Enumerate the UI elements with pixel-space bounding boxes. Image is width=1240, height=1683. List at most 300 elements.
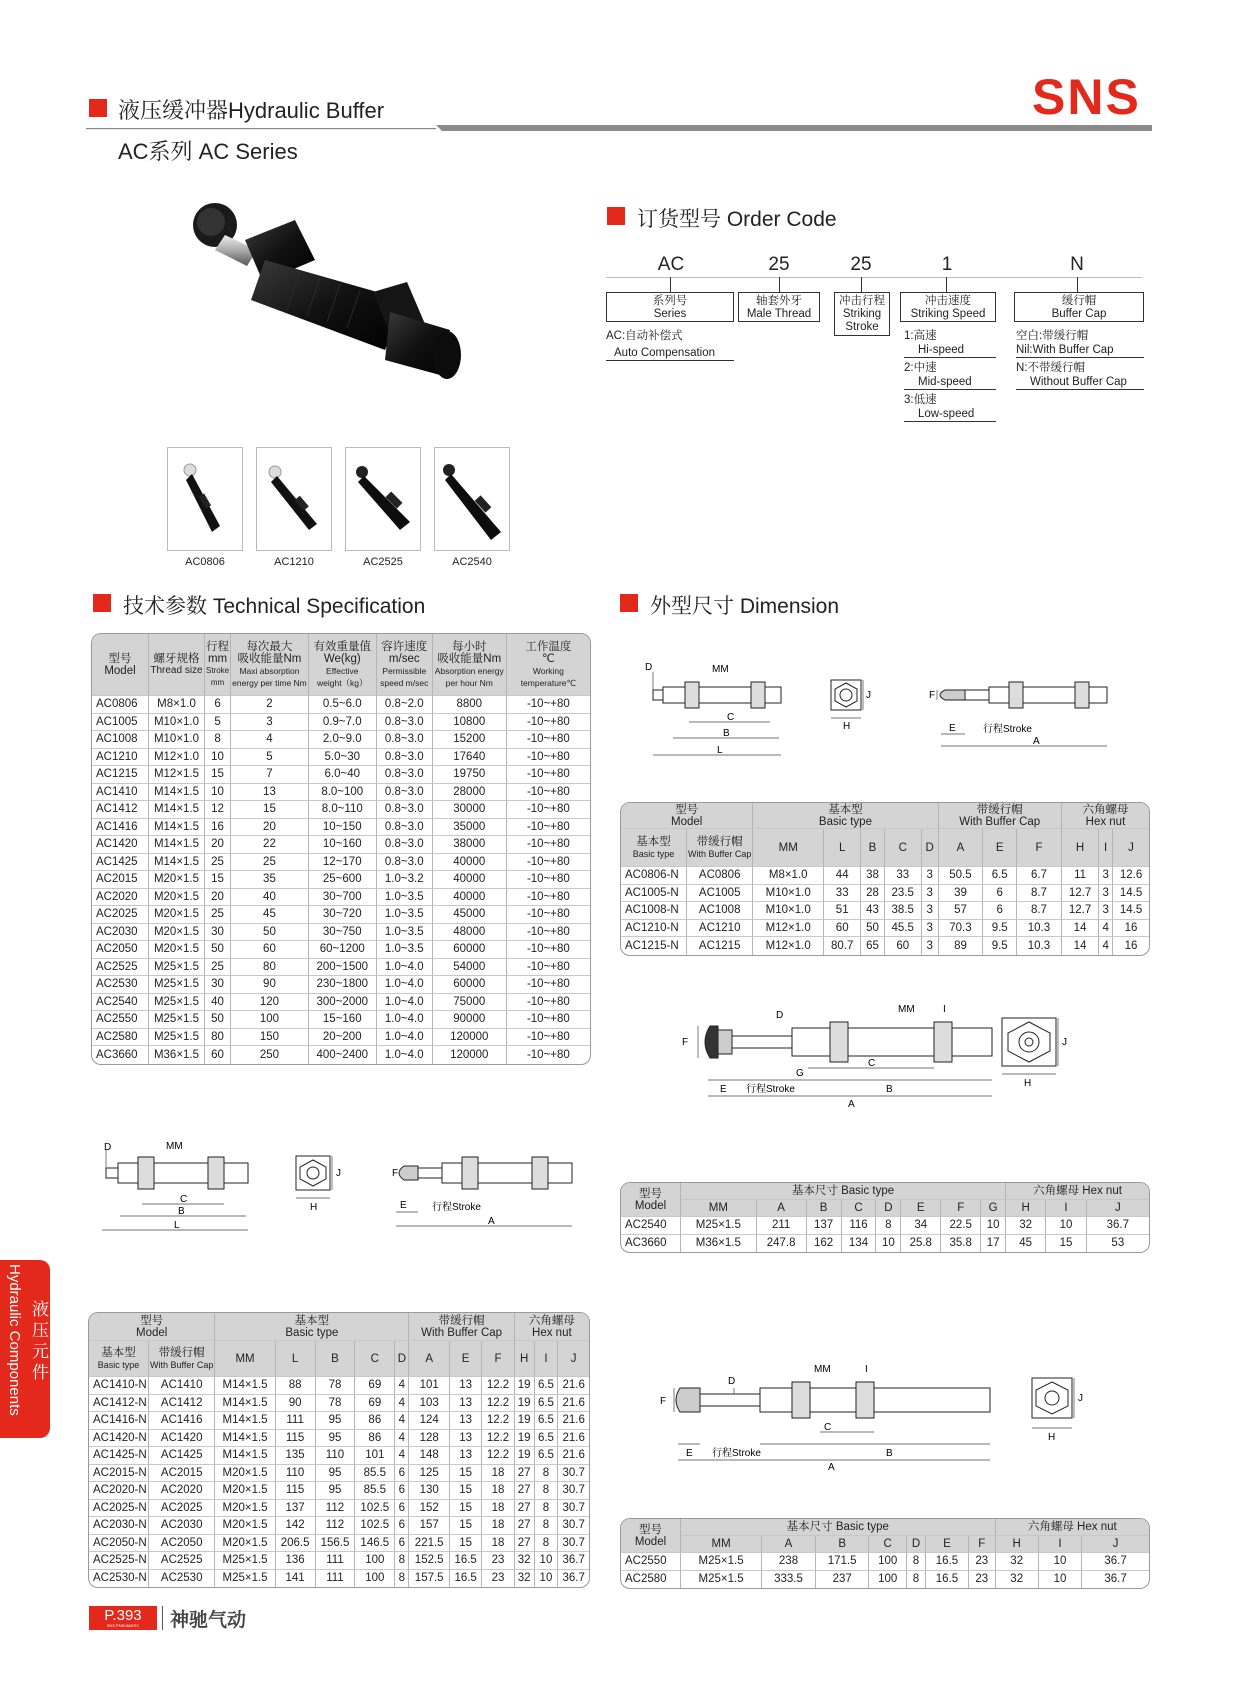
table-cell: 152 (409, 1500, 450, 1518)
table-cell: AC1425-N (89, 1447, 149, 1465)
table-cell: AC1425 (149, 1447, 215, 1465)
table-cell: 30~700 (309, 889, 377, 907)
table-cell: 3 (1099, 902, 1113, 920)
table-cell: 136 (276, 1552, 316, 1570)
table-row (92, 696, 590, 714)
table-cell: 4 (231, 731, 309, 749)
table-cell: M36×1.5 (149, 1046, 205, 1064)
table-cell: 0.8~3.0 (377, 836, 433, 854)
table-cell: 25~600 (309, 871, 377, 889)
table-row (89, 1570, 589, 1588)
table-cell: 50 (231, 924, 309, 942)
table-cell: 156.5 (316, 1535, 356, 1553)
table-cell: 16 (205, 819, 231, 837)
table-cell: 1.0~3.5 (377, 889, 433, 907)
table-cell: M14×1.5 (215, 1430, 275, 1448)
table-cell: 120 (231, 994, 309, 1012)
table-cell: -10~+80 (526, 1048, 570, 1061)
header-rule (86, 125, 1152, 135)
cap-notes: 空白:带缓行帽 Nil:With Buffer Cap N:不带缓行帽 Without Buffer Cap (1016, 329, 1144, 390)
table-cell: 137 (807, 1217, 842, 1235)
table-row (92, 906, 590, 924)
column-header: A (409, 1341, 450, 1377)
table-cell: 110 (276, 1465, 316, 1483)
table-cell: 8.7 (1017, 885, 1062, 903)
column-header: B (316, 1341, 356, 1377)
table-cell: 8.7 (1017, 902, 1062, 920)
table-cell: 23 (482, 1570, 514, 1588)
table-cell: 12.2 (482, 1377, 514, 1395)
column-header: C (842, 1200, 877, 1217)
table-cell: AC2015 (92, 871, 149, 889)
table-cell: 101 (409, 1377, 450, 1395)
svg-text:行程Stroke: 行程Stroke (432, 1202, 481, 1213)
table-cell: 16.5 (450, 1570, 482, 1588)
footer-brand: 神驰气动 (170, 1610, 247, 1631)
table-cell: 36.7 (1104, 1573, 1127, 1586)
table-row (621, 1553, 1149, 1571)
table-cell: 8 (907, 1553, 926, 1571)
table-cell: -10~+80 (507, 1029, 590, 1047)
table-cell: 30 (205, 976, 231, 994)
table-cell: 10 (205, 784, 231, 802)
table-row (92, 924, 590, 942)
table-cell: AC1416-N (89, 1412, 149, 1430)
table-cell: 11 (1062, 867, 1099, 885)
table-cell: M10×1.0 (149, 714, 205, 732)
table-cell: 85.5 (355, 1465, 395, 1483)
table-cell: 30000 (433, 801, 507, 819)
table-row (621, 885, 1149, 903)
table-cell: 13 (450, 1377, 482, 1395)
table-cell: 4 (395, 1377, 409, 1395)
table-cell: 32 (1006, 1217, 1046, 1235)
table-cell: 12.2 (482, 1412, 514, 1430)
table-cell: 19 (515, 1412, 535, 1430)
table-row (621, 1571, 1149, 1589)
table-cell: 19750 (433, 766, 507, 784)
table-cell: AC2530 (92, 976, 149, 994)
table-cell: 25 (231, 854, 309, 872)
column-header: MM (681, 1536, 762, 1553)
page-title: 液压缓冲器Hydraulic Buffer (118, 98, 385, 123)
table-cell: 32 (515, 1552, 535, 1570)
table-cell: 50 (205, 941, 231, 959)
table-cell: AC1420 (149, 1430, 215, 1448)
svg-text:L: L (717, 745, 723, 756)
dimension-table-1: 型号 Model 基本型 Basic type 带缓行帽 With Buffer Cap 六角螺母 Hex nut 基本型 Basic type 带缓行帽 With Buffer Cap MM L B C D A E F H I J AC0806-N AC0806 M8×1.0 44 38 33 3 50.5 6.5 6.7 11 3 12.6 AC1005-N AC1005 M10×1.0 33 28 23.5 3 39 6 8.7 12.7 3 14.5 AC1008-N AC1008 M10×1.0 51 43 38.5 3 57 6 8.7 12.7 3 14.5 AC1210-N AC1210 M12×1.0 60 50 45.5 3 70.3 9.5 10.3 14 4 16 AC1215-N AC1215 M12×1.0 80.7 65 60 3 89 9.5 10.3 14 4 16 (620, 802, 1150, 956)
table-row (89, 1412, 589, 1430)
table-cell: 3 (922, 885, 939, 903)
table-cell: 125 (409, 1465, 450, 1483)
column-header: E (926, 1536, 969, 1553)
table-cell: M14×1.5 (149, 819, 205, 837)
code-series: AC (657, 254, 685, 275)
table-cell: 60 (885, 937, 922, 955)
table-cell: 40000 (433, 871, 507, 889)
table-row (92, 1011, 590, 1029)
code-cap: N (1070, 254, 1084, 275)
table-cell: 95 (316, 1482, 356, 1500)
table-cell: 14 (1062, 920, 1099, 938)
table-cell: -10~+80 (507, 766, 590, 784)
table-cell: 69 (355, 1377, 395, 1395)
table-cell: M10×1.0 (149, 731, 205, 749)
table-cell: 80 (205, 1029, 231, 1047)
table-cell: 18 (482, 1517, 514, 1535)
table-cell: M25×1.5 (149, 1029, 205, 1047)
table-cell: 200~1500 (309, 959, 377, 977)
table-cell: 33 (885, 867, 922, 885)
svg-text:J: J (336, 1168, 341, 1179)
table-cell: AC1412-N (89, 1395, 149, 1413)
table-cell: AC2540 (92, 994, 149, 1012)
table-cell: 0.8~3.0 (377, 749, 433, 767)
table-cell: -10~+80 (507, 976, 590, 994)
table-cell: 78 (316, 1395, 356, 1413)
table-cell: 27 (515, 1500, 535, 1518)
column-header: B (807, 1200, 842, 1217)
table-cell: AC0806 (92, 696, 149, 714)
table-cell: AC2025 (149, 1500, 215, 1518)
table-cell: 0.8~3.0 (377, 766, 433, 784)
table-cell: 2 (231, 696, 309, 714)
table-cell: 18 (482, 1535, 514, 1553)
table-cell: M20×1.5 (149, 906, 205, 924)
table-cell: 2.0~9.0 (309, 731, 377, 749)
table-cell: 23 (482, 1552, 514, 1570)
table-cell: 10 (205, 749, 231, 767)
table-cell: 10 (876, 1235, 901, 1253)
table-cell: 8.0~100 (309, 784, 377, 802)
column-header: D (395, 1341, 409, 1377)
table-row (89, 1482, 589, 1500)
table-cell: M12×1.0 (149, 749, 205, 767)
table-row (92, 994, 590, 1012)
column-header: B (861, 829, 884, 867)
table-cell: 60000 (433, 941, 507, 959)
table-cell: 10~150 (309, 819, 377, 837)
svg-text:G: G (796, 1068, 804, 1079)
table-cell: 16 (1113, 920, 1149, 938)
table-cell: 238 (762, 1553, 816, 1571)
table-cell: -10~+80 (507, 959, 590, 977)
table-cell: 247.8 (757, 1235, 807, 1253)
svg-text:F: F (660, 1396, 667, 1407)
table-cell: AC1008 (687, 902, 753, 920)
table-cell: 27 (515, 1465, 535, 1483)
table-cell: 3 (922, 920, 939, 938)
table-cell: 101 (355, 1447, 395, 1465)
table-cell: 0.8~3.0 (377, 784, 433, 802)
table-cell: 15 (205, 871, 231, 889)
table-cell: 65 (861, 937, 884, 955)
table-cell: 19 (515, 1377, 535, 1395)
table-cell: 142 (276, 1517, 316, 1535)
table-cell: 36.7 (562, 1572, 585, 1585)
table-cell: 23 (969, 1571, 996, 1589)
table-cell: 18 (482, 1465, 514, 1483)
table-cell: AC2550 (92, 1011, 149, 1029)
table-row (621, 902, 1149, 920)
table-row (92, 976, 590, 994)
table-cell: 17640 (433, 749, 507, 767)
column-header: E (983, 829, 1017, 867)
table-row (621, 1217, 1149, 1235)
table-cell: M20×1.5 (149, 889, 205, 907)
table-cell: -10~+80 (507, 749, 590, 767)
svg-text:行程Stroke: 行程Stroke (746, 1084, 795, 1095)
table-cell: 25.8 (901, 1235, 941, 1253)
table-cell: 1.0~3.5 (377, 924, 433, 942)
column-header: MM (681, 1200, 757, 1217)
table-cell: AC1215 (687, 937, 753, 955)
photo-caption-2: AC1210 (274, 556, 314, 568)
table-cell: 19 (515, 1447, 535, 1465)
table-cell: 38.5 (885, 902, 922, 920)
table-cell: AC2530 (149, 1570, 215, 1588)
table-cell: 3 (231, 714, 309, 732)
table-cell: M20×1.5 (215, 1500, 275, 1518)
dimension-table-3: 型号 Model 基本尺寸 Basic type 六角螺母 Hex nut MM A B C D E F G H I J AC2540 M25×1.5 211 137 116 8 34 22.5 10 32 10 36.7 AC3660 M36×1.5 247.8 162 134 10 25.8 35.8 17 45 15 53 (620, 1182, 1150, 1253)
table-cell: 10 (535, 1552, 559, 1570)
table-cell: 1.0~3.5 (377, 906, 433, 924)
table-cell: 32 (996, 1571, 1039, 1589)
table-cell: AC1412 (92, 801, 149, 819)
table-cell: M12×1.0 (753, 920, 824, 938)
table-cell: 15 (231, 801, 309, 819)
table-cell: AC2580 (92, 1029, 149, 1047)
photo-caption-3: AC2525 (363, 556, 403, 568)
table-cell: AC2030 (149, 1517, 215, 1535)
table-cell: 171.5 (816, 1553, 870, 1571)
order-code-marker (607, 207, 625, 225)
table-cell: 35000 (433, 819, 507, 837)
table-row (92, 731, 590, 749)
table-cell: 100 (355, 1552, 395, 1570)
table-row (89, 1377, 589, 1395)
table-cell: -10~+80 (507, 1011, 590, 1029)
svg-text:F: F (392, 1168, 399, 1179)
table-cell: 21.6 (558, 1447, 589, 1465)
table-cell: 100 (355, 1570, 395, 1588)
table-cell: 19 (515, 1395, 535, 1413)
table-cell: 141 (276, 1570, 316, 1588)
table-row (92, 714, 590, 732)
table-cell: AC1416 (92, 819, 149, 837)
table-cell: 128 (409, 1430, 450, 1448)
table-cell: 1.0~4.0 (377, 1046, 433, 1064)
table-cell: 95 (316, 1430, 356, 1448)
table-cell: 150 (231, 1029, 309, 1047)
column-header: H (515, 1341, 535, 1377)
table-cell: 20 (231, 819, 309, 837)
table-cell: 115 (276, 1430, 316, 1448)
table-cell: 6 (395, 1465, 409, 1483)
table-cell: AC1008 (92, 731, 149, 749)
column-header: J (1113, 829, 1149, 867)
column-header: MM (753, 829, 824, 867)
table-cell: 15 (450, 1465, 482, 1483)
svg-text:H: H (843, 721, 851, 732)
table-cell: M20×1.5 (215, 1517, 275, 1535)
photo-ac2525 (345, 447, 421, 551)
table-cell: AC1210 (92, 749, 149, 767)
table-cell: AC2020 (149, 1482, 215, 1500)
table-cell: 4 (1099, 920, 1113, 938)
table-row (89, 1447, 589, 1465)
table-cell: 35.8 (941, 1235, 981, 1253)
svg-text:J: J (1078, 1393, 1083, 1404)
table-cell: M20×1.5 (149, 924, 205, 942)
column-header: A (939, 829, 984, 867)
table-cell: 110 (316, 1447, 356, 1465)
svg-text:J: J (1062, 1037, 1067, 1048)
table-cell: 16.5 (926, 1553, 969, 1571)
table-cell: M25×1.5 (215, 1552, 275, 1570)
order-code-heading: 订货型号 Order Code (637, 208, 837, 231)
table-cell: 44 (824, 867, 861, 885)
table-cell: 60000 (433, 976, 507, 994)
table-cell: 6.5 (535, 1395, 559, 1413)
side-tab-en: Hydraulic Components (6, 1264, 23, 1416)
table-cell: 10 (981, 1217, 1006, 1235)
table-cell: 15200 (433, 731, 507, 749)
table-row (621, 1235, 1149, 1253)
drawing-large-series (680, 1000, 1080, 1110)
svg-text:H: H (1024, 1078, 1032, 1089)
table-cell: 40000 (433, 854, 507, 872)
box-thread: 轴套外牙 Male Thread (738, 292, 820, 322)
table-cell: 50 (205, 1011, 231, 1029)
table-cell: 89 (939, 937, 984, 955)
table-cell: 28000 (433, 784, 507, 802)
table-cell: 1.0~3.2 (377, 871, 433, 889)
table-cell: 20 (205, 889, 231, 907)
table-cell: 45000 (433, 906, 507, 924)
table-cell: 4 (395, 1447, 409, 1465)
table-cell: 30~750 (309, 924, 377, 942)
table-cell: 6 (395, 1482, 409, 1500)
svg-text:C: C (180, 1194, 188, 1205)
table-cell: 25 (205, 906, 231, 924)
table-cell: 20 (205, 836, 231, 854)
table-cell: 9.5 (983, 920, 1017, 938)
table-cell: M25×1.5 (149, 994, 205, 1012)
table-cell: 250 (231, 1046, 309, 1064)
table-cell: 206.5 (276, 1535, 316, 1553)
table-cell: 21.6 (558, 1412, 589, 1430)
table-cell: AC2050-N (89, 1535, 149, 1553)
table-cell: 5 (231, 749, 309, 767)
table-cell: 39 (939, 885, 984, 903)
table-cell: -10~+80 (507, 906, 590, 924)
table-cell: 157 (409, 1517, 450, 1535)
table-cell: 12.2 (482, 1447, 514, 1465)
table-cell: 100 (869, 1553, 906, 1571)
column-header: E (450, 1341, 482, 1377)
table-cell: 8 (535, 1517, 559, 1535)
table-cell: AC3660 (92, 1046, 149, 1064)
code-stroke: 25 (850, 254, 872, 275)
table-cell: 21.6 (558, 1377, 589, 1395)
table-cell: 23.5 (885, 885, 922, 903)
table-cell: 30~720 (309, 906, 377, 924)
table-cell: M25×1.5 (681, 1217, 757, 1235)
box-stroke: 冲击行程 Striking Stroke (834, 292, 890, 336)
column-header: L (824, 829, 861, 867)
svg-text:E: E (400, 1200, 407, 1211)
table-row (89, 1535, 589, 1553)
table-cell: 3 (1099, 867, 1113, 885)
table-cell: -10~+80 (507, 994, 590, 1012)
table-cell: 230~1800 (309, 976, 377, 994)
table-cell: -10~+80 (507, 819, 590, 837)
table-cell: 45.5 (885, 920, 922, 938)
table-cell: M14×1.5 (215, 1377, 275, 1395)
table-cell: M25×1.5 (215, 1570, 275, 1588)
svg-text:E: E (720, 1084, 727, 1095)
table-cell: AC2025 (92, 906, 149, 924)
table-cell: M14×1.5 (215, 1395, 275, 1413)
table-cell: 53 (1111, 1237, 1125, 1250)
table-cell: 95 (316, 1465, 356, 1483)
table-cell: 10.3 (1017, 920, 1062, 938)
table-cell: AC2550 (621, 1553, 681, 1571)
table-cell: 30.7 (558, 1535, 589, 1553)
table-cell: 0.9~7.0 (309, 714, 377, 732)
table-cell: 100 (869, 1571, 906, 1589)
table-cell: AC2030-N (89, 1517, 149, 1535)
svg-text:A: A (1033, 736, 1040, 747)
table-cell: 8 (395, 1552, 409, 1570)
table-cell: AC2025-N (89, 1500, 149, 1518)
table-cell: 8 (907, 1571, 926, 1589)
column-header: E (901, 1200, 941, 1217)
table-cell: 116 (842, 1217, 877, 1235)
table-cell: 3 (1099, 885, 1113, 903)
table-cell: 4 (395, 1430, 409, 1448)
table-cell: M25×1.5 (681, 1571, 762, 1589)
column-header: F (1017, 829, 1062, 867)
table-cell: 15 (450, 1535, 482, 1553)
table-cell: 18 (482, 1500, 514, 1518)
table-row (92, 871, 590, 889)
table-cell: AC3660 (621, 1235, 681, 1253)
table-cell: 14 (1062, 937, 1099, 955)
table-cell: 36.7 (1087, 1217, 1149, 1235)
table-cell: 85.5 (355, 1482, 395, 1500)
table-row (92, 784, 590, 802)
column-header: I (1046, 1200, 1086, 1217)
table-row (92, 1029, 590, 1047)
column-header: B (816, 1536, 870, 1553)
svg-text:D: D (728, 1376, 736, 1387)
table-cell: 120000 (433, 1029, 507, 1047)
column-header: C (355, 1341, 395, 1377)
table-cell: 400~2400 (309, 1046, 377, 1064)
table-cell: 135 (276, 1447, 316, 1465)
table-cell: -10~+80 (507, 801, 590, 819)
code-thread: 25 (768, 254, 790, 275)
table-cell: AC2525 (92, 959, 149, 977)
table-cell: 8 (535, 1535, 559, 1553)
table-cell: 5 (205, 714, 231, 732)
series-note: AC:自动补偿式 Auto Compensation (606, 329, 734, 361)
table-cell: AC2050 (92, 941, 149, 959)
table-cell: 111 (316, 1552, 356, 1570)
table-cell: 12.7 (1062, 885, 1099, 903)
